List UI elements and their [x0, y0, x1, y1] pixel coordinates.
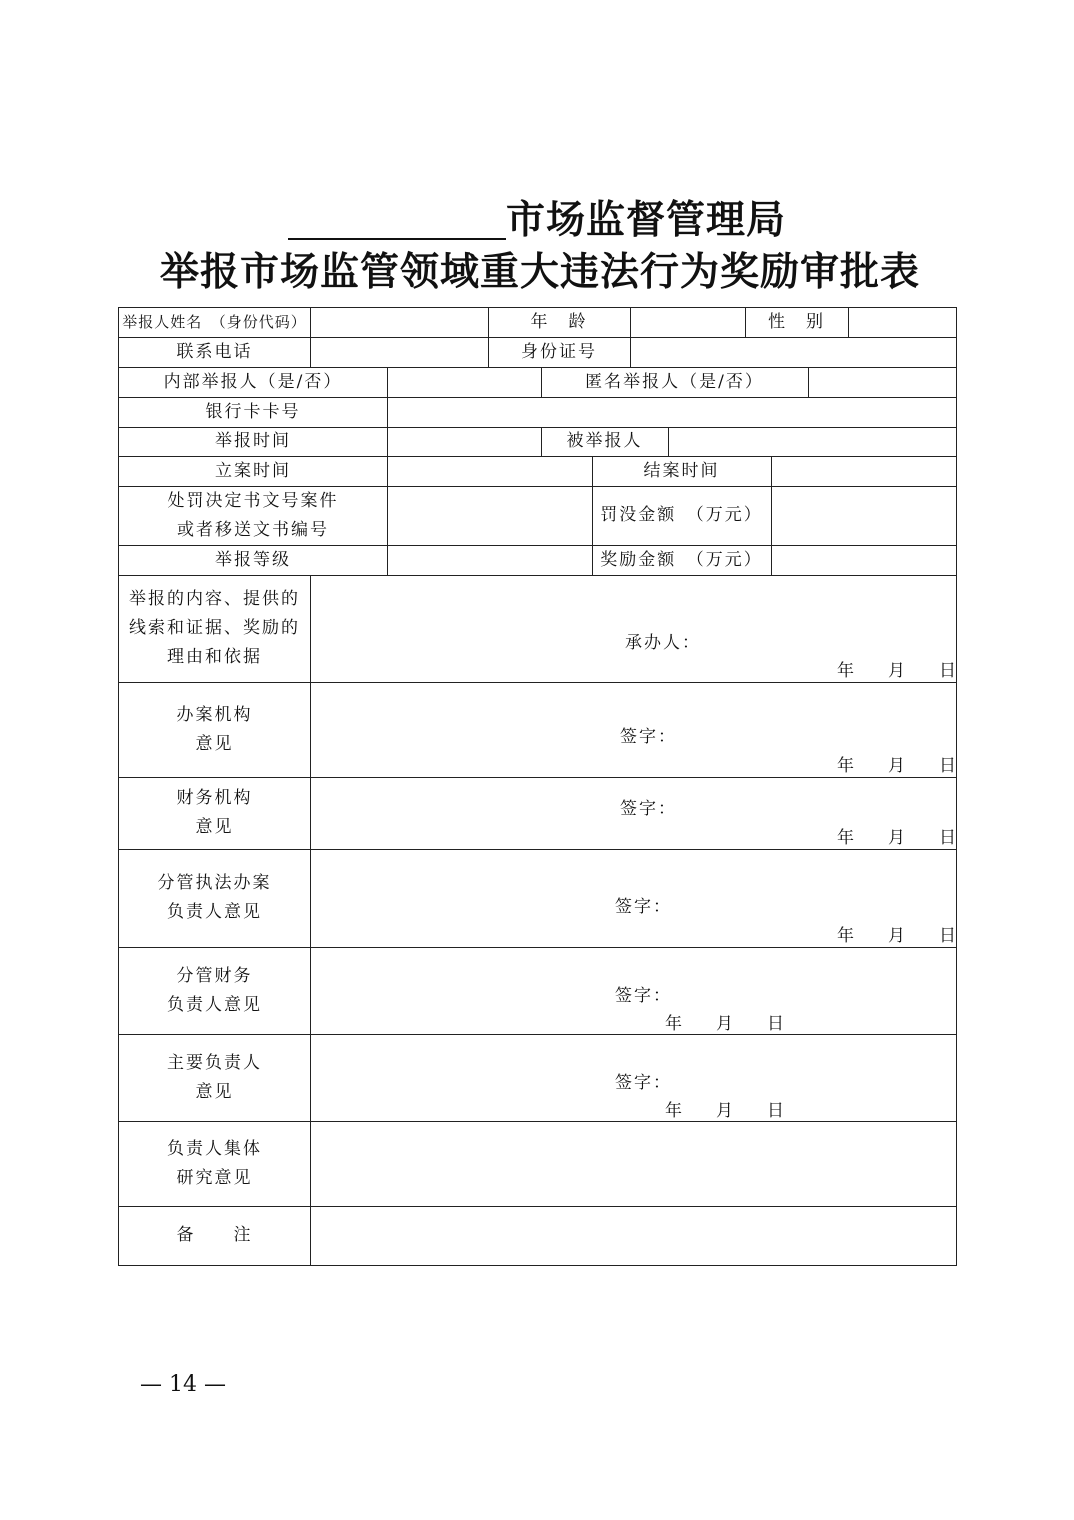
anonymous-reporter-field[interactable] — [809, 367, 956, 397]
id-number-label: 身份证号 — [521, 341, 597, 362]
finance-head-label: 分管财务 负责人意见 — [167, 965, 262, 1015]
remarks-label: 备 注 — [176, 1225, 253, 1245]
report-level-field[interactable] — [388, 545, 592, 575]
remarks-field[interactable] — [311, 1206, 956, 1265]
bank-card-label: 银行卡卡号 — [205, 401, 301, 422]
gender-label: 性 别 — [768, 312, 825, 332]
enforcement-head-label: 分管执法办案 负责人意见 — [157, 873, 272, 922]
main-head-date: 年 月 日 — [665, 1101, 784, 1121]
age-label: 年 龄 — [530, 312, 588, 332]
filing-time-label: 立案时间 — [215, 460, 291, 481]
gender-field[interactable] — [849, 308, 956, 337]
collective-opinion-field[interactable] — [311, 1121, 956, 1206]
page-number: — 14 — — [140, 1372, 226, 1397]
handling-org-date: 年 月 日 — [837, 756, 956, 776]
finance-org-date: 年 月 日 — [837, 828, 956, 848]
report-time-label: 举报时间 — [215, 431, 291, 451]
reported-person-label: 被举报人 — [566, 431, 643, 451]
content-date: 年 月 日 — [837, 661, 956, 681]
reported-person-field[interactable] — [669, 427, 956, 456]
penalty-amount-label: 罚没金额 （万元） — [600, 505, 763, 525]
document-title-line2: 举报市场监管领域重大违法行为奖励审批表 — [159, 250, 920, 295]
main-head-sign-label: 签字： — [615, 1073, 672, 1093]
age-field[interactable] — [631, 308, 745, 337]
filing-time-field[interactable] — [388, 456, 592, 486]
reporter-name-field[interactable] — [311, 308, 488, 337]
decision-number-field[interactable] — [388, 486, 592, 545]
finance-head-date: 年 月 日 — [665, 1014, 784, 1034]
id-number-field[interactable] — [631, 337, 956, 367]
approval-form-table — [118, 307, 957, 1266]
reporter-name-label: 举报人姓名 （身份代码） — [122, 313, 307, 331]
internal-reporter-label: 内部举报人（是/否） — [163, 371, 343, 392]
finance-org-sign-label: 签字： — [620, 799, 677, 819]
main-head-label: 主要负责人 意见 — [167, 1052, 262, 1102]
reward-amount-label: 奖励金额 （万元） — [600, 549, 763, 570]
report-time-field[interactable] — [388, 427, 541, 456]
report-level-label: 举报等级 — [215, 549, 291, 570]
phone-field[interactable] — [311, 337, 488, 367]
decision-number-label: 处罚决定书文号案件 或者移送文书编号 — [167, 490, 339, 540]
enforcement-head-sign-label: 签字： — [615, 897, 672, 917]
anonymous-reporter-label: 匿名举报人（是/否） — [585, 371, 764, 392]
phone-label: 联系电话 — [176, 341, 253, 362]
reward-amount-field[interactable] — [772, 545, 956, 575]
finance-org-label: 财务机构 意见 — [176, 788, 253, 837]
penalty-amount-field[interactable] — [772, 486, 956, 545]
bank-card-field[interactable] — [388, 397, 956, 427]
enforcement-head-date: 年 月 日 — [837, 926, 956, 946]
closing-time-field[interactable] — [772, 456, 956, 486]
title-blank-underline[interactable] — [288, 238, 506, 240]
closing-time-label: 结案时间 — [643, 460, 720, 481]
handler-sign-label: 承办人： — [625, 633, 701, 653]
collective-opinion-label: 负责人集体 研究意见 — [167, 1138, 262, 1188]
finance-head-sign-label: 签字： — [615, 986, 672, 1006]
agency-name: 市场监督管理局 — [506, 198, 787, 243]
internal-reporter-field[interactable] — [388, 367, 541, 397]
handling-org-label: 办案机构 意见 — [176, 704, 253, 754]
document-title-line1 — [288, 190, 808, 246]
handling-org-sign-label: 签字： — [620, 727, 677, 747]
report-content-label: 举报的内容、提供的 线索和证据、奖励的 理由和依据 — [129, 589, 300, 667]
